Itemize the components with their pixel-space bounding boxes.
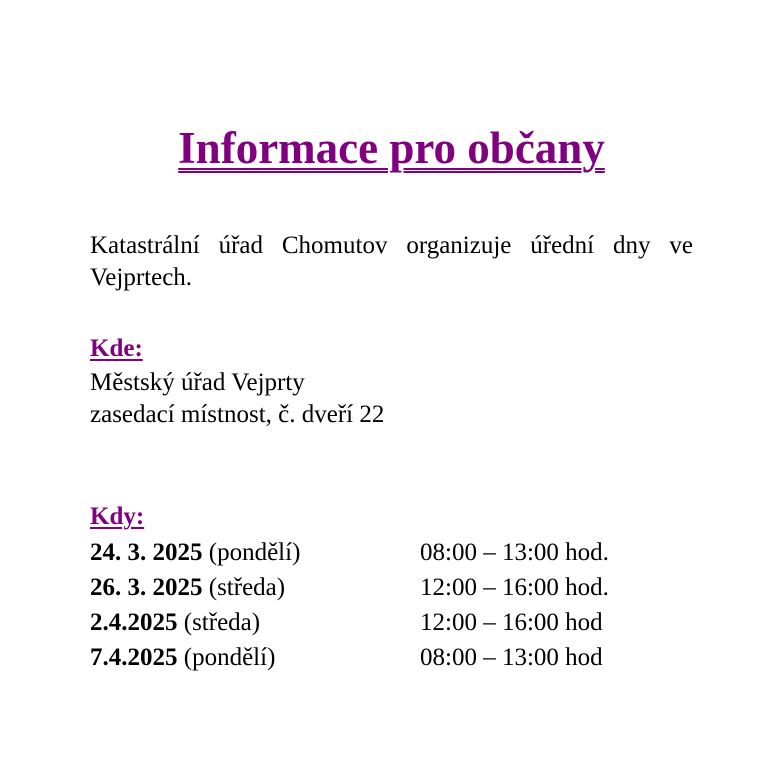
- address-line-building: Městský úřad Vejprty: [90, 369, 305, 396]
- schedule-day: (pondělí): [177, 644, 276, 671]
- schedule-time: 12:00 – 16:00 hod.: [420, 574, 609, 601]
- schedule-date: 7.4.2025: [90, 644, 178, 671]
- address-line-room: zasedací místnost, č. dveří 22: [90, 401, 385, 428]
- intro-paragraph: Katastrální úřad Chomutov organizuje úřední dny ve Vejprtech.: [90, 232, 693, 291]
- schedule-date: 26. 3. 2025: [90, 574, 203, 601]
- schedule-time: 12:00 – 16:00 hod: [420, 609, 603, 636]
- location-address: [90, 367, 384, 431]
- schedule-date: 24. 3. 2025: [90, 539, 203, 566]
- schedule-time: 08:00 – 13:00 hod.: [420, 539, 609, 566]
- schedule-day: (středa): [177, 609, 261, 636]
- schedule-row: [90, 535, 710, 570]
- schedule-label: Kdy:: [90, 503, 145, 530]
- schedule-list: [90, 535, 710, 675]
- schedule-date: 2.4.2025: [90, 609, 178, 636]
- schedule-row: [90, 570, 710, 605]
- location-label: Kde:: [90, 335, 143, 362]
- page-title: [0, 118, 783, 178]
- schedule-row: [90, 605, 710, 640]
- schedule-row: [90, 640, 710, 675]
- schedule-time: 08:00 – 13:00 hod: [420, 644, 603, 671]
- page-title-text: Informace pro občany: [178, 123, 605, 173]
- schedule-day: (středa): [202, 574, 286, 601]
- schedule-day: (pondělí): [202, 539, 301, 566]
